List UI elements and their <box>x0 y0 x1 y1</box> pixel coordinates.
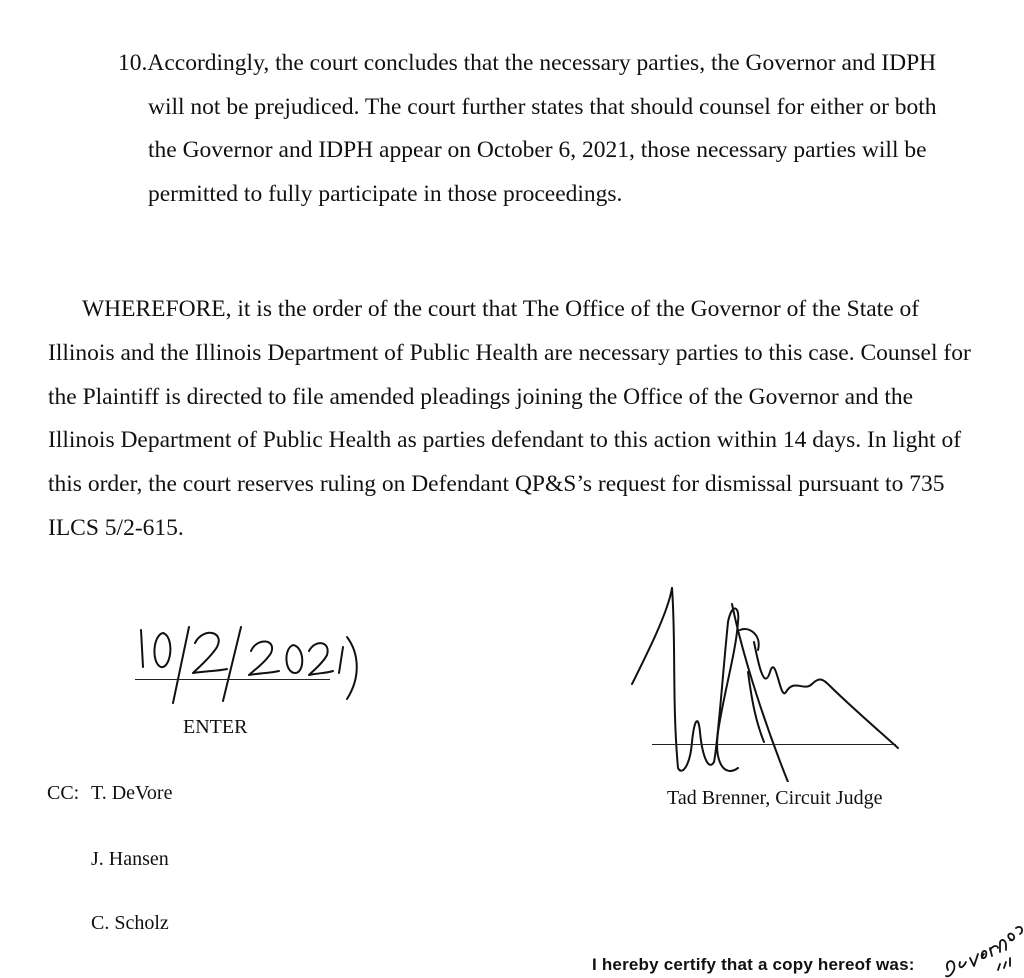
judge-signature-line <box>652 744 896 745</box>
paragraph-10-text: Accordingly, the court concludes that the necessary parties, the Governor and IDPH will not be prejudiced. The court further states that should counsel for either or both the Governor and IDPH appear on October 6, 2021, those necessary parties will be permitted to fully participate in those proceedings. <box>147 50 937 207</box>
cc-prefix: CC: <box>47 782 80 804</box>
judge-signature <box>628 582 908 782</box>
cc-row-1 <box>47 782 172 805</box>
judge-name: Tad Brenner, Circuit Judge <box>667 787 883 809</box>
paragraph-10 <box>118 42 968 216</box>
cc-recipient: C. Scholz <box>91 912 169 934</box>
handwritten-note <box>940 918 1024 978</box>
date-signature-line <box>135 679 330 680</box>
enter-label: ENTER <box>183 716 248 738</box>
certification-text: I hereby certify that a copy hereof was: <box>592 955 915 974</box>
cc-recipient: J. Hansen <box>91 848 169 870</box>
handwritten-date <box>133 615 363 705</box>
wherefore-paragraph: WHEREFORE, it is the order of the court that The Office of the Governor of the State of Illinois and the Illinois Department of Public Health are necessary parties to this case. Counsel for the Plaintiff is directed to file amended pleadings joining the Office of the Governor and the Illinois Department of Public Health as parties defendant to this action within 14 days. In light of this order, the court reserves ruling on Defendant QP&S’s request for dismissal pursuant to 735 ILCS 5/2-615. <box>48 296 971 541</box>
cc-recipient: T. DeVore <box>91 782 173 804</box>
paragraph-number: 10. <box>118 50 148 76</box>
